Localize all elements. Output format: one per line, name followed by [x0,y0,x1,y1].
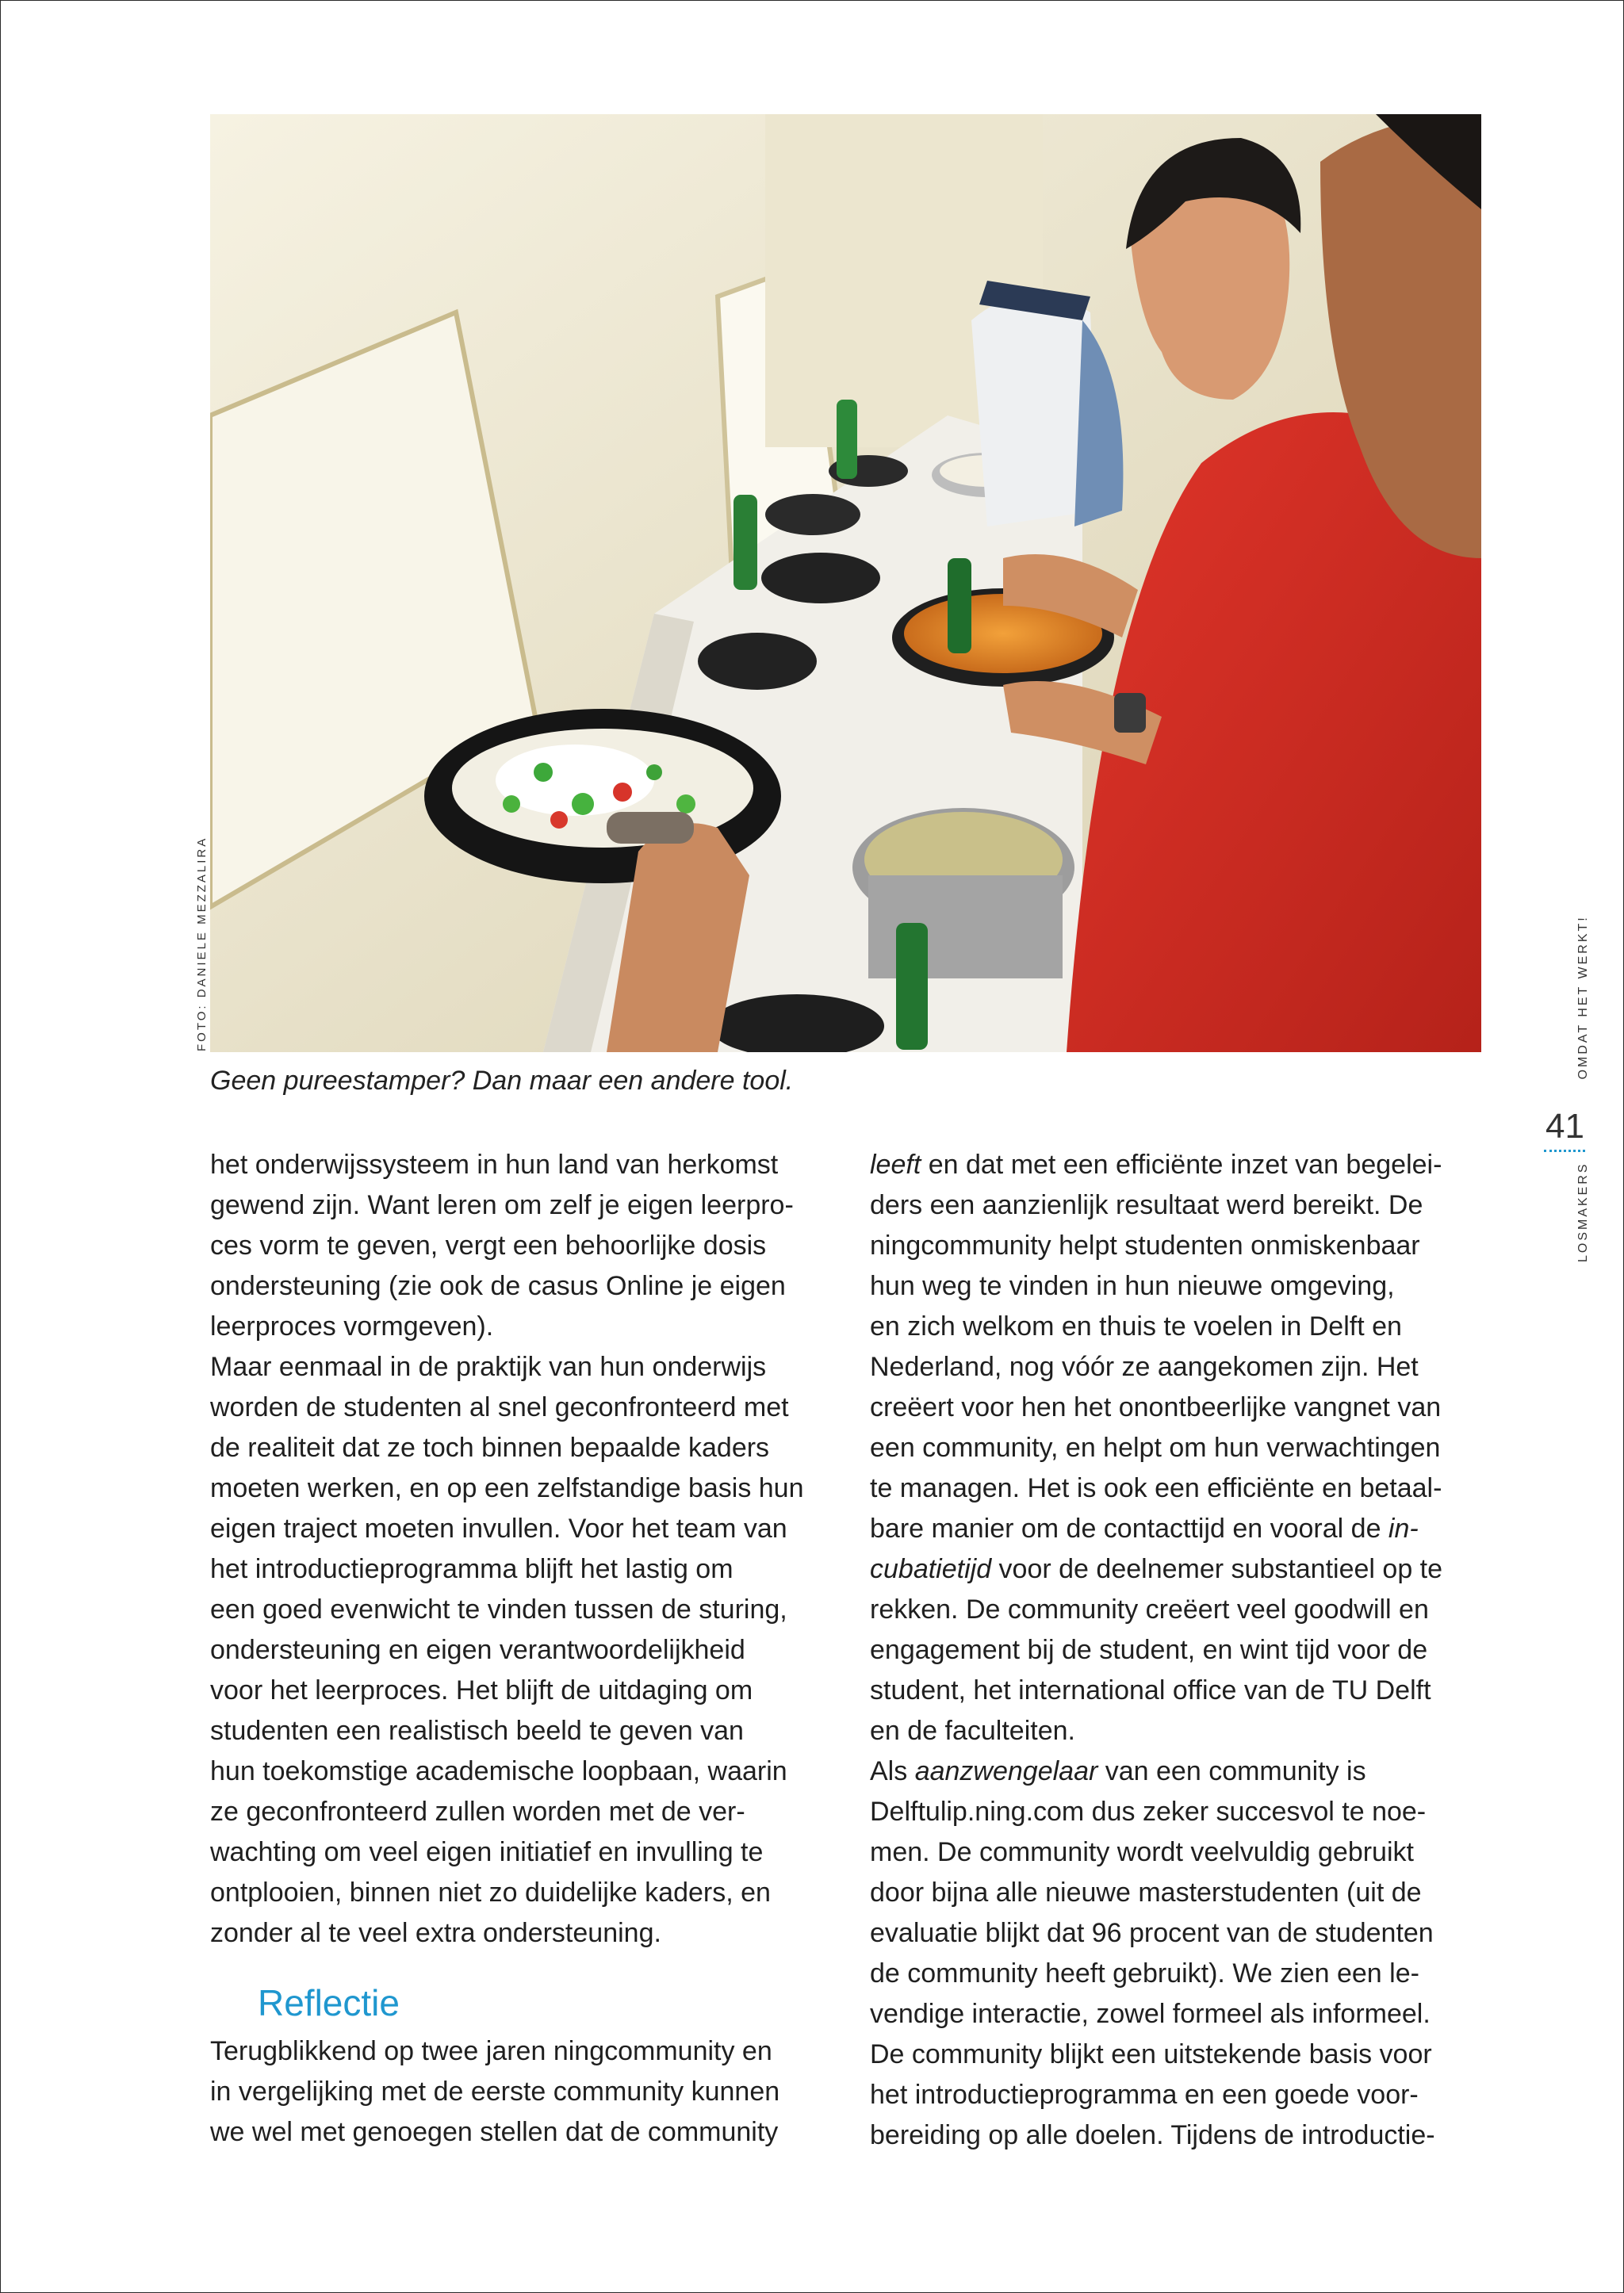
text-line: De community blijkt een uitstekende basis voor [870,2039,1432,2069]
text-line: het onderwijssysteem in hun land van herkomst [210,1150,779,1180]
text-line: het introductieprogramma en een goede voor- [870,2080,1419,2110]
section-heading-reflectie: Reflectie [258,1982,400,2023]
emphasis: leeft [870,1150,921,1180]
text-line: leerproces vormgeven). [210,1311,494,1342]
text-line: ontplooien, binnen niet zo duidelijke kaders, en [210,1878,771,1908]
emphasis: aanzwengelaar [914,1756,1098,1786]
text-line: men. De community wordt veelvuldig gebruikt [870,1837,1414,1867]
text-line: een goed evenwicht te vinden tussen de sturing, [210,1594,787,1625]
text-line: engagement bij de student, en wint tijd voor de [870,1635,1428,1665]
text-line: een community, en helpt om hun verwachtingen [870,1433,1441,1463]
text-line: gewend zijn. Want leren om zelf je eigen leerpro- [210,1190,794,1220]
text-line: door bijna alle nieuwe masterstudenten (uit de [870,1878,1422,1908]
text-line: zonder al te veel extra ondersteuning. [210,1918,661,1948]
text-line: Maar eenmaal in de praktijk van hun onderwijs [210,1352,767,1382]
text-line: ondersteuning (zie ook de casus Online je eigen [210,1271,786,1301]
text-line: ces vorm te geven, vergt een behoorlijke dosis [210,1231,767,1261]
text-line: Terugblikkend op twee jaren ningcommunity en [210,2036,772,2066]
text-line: ningcommunity helpt studenten onmiskenbaar [870,1231,1420,1261]
page-number: 41 [1545,1107,1584,1146]
text-line: vendige interactie, zowel formeel als informeel. [870,1999,1431,2029]
text-line: eigen traject moeten invullen. Voor het team van [210,1514,787,1544]
text-line [870,1549,1496,1590]
text-line: creëert voor hen het onontbeerlijke vangnet van [870,1392,1442,1422]
text-line: hun toekomstige academische loopbaan, waarin [210,1756,787,1786]
running-head-section: LOSMAKERS [1576,1162,1590,1262]
text-span: bare manier om de contacttijd en vooral de [870,1514,1388,1544]
text-span: Als [870,1756,915,1786]
text-line [870,1509,1496,1549]
text-line: de community heeft gebruikt). We zien een le- [870,1958,1419,1989]
right-column [870,1145,1496,2156]
running-head [1576,915,1591,1262]
text-line: in vergelijking met de eerste community kunnen [210,2077,780,2107]
text-line: ondersteuning en eigen verantwoordelijkheid [210,1635,745,1665]
left-column [210,1145,845,2153]
emphasis: cubatietijd [870,1554,992,1584]
text-line: ze geconfronteerd zullen worden met de ver- [210,1797,745,1827]
text-line: en zich welkom en thuis te voelen in Delft en [870,1311,1402,1342]
running-head-chapter: OMDAT HET WERKT! [1576,915,1590,1080]
photo [210,114,1481,1052]
text-line: ders een aanzienlijk resultaat werd bereikt. De [870,1190,1423,1220]
photo-caption: Geen pureestamper? Dan maar een andere tool. [210,1066,794,1096]
text-line [870,1751,1496,1792]
text-line: Nederland, nog vóór ze aangekomen zijn. Het [870,1352,1419,1382]
text-line [870,1145,1496,1185]
photo-credit: FOTO: DANIELE MEZZALIRA [195,836,209,1051]
text-line: worden de studenten al snel geconfronteerd met [210,1392,789,1422]
text-span: voor de deelnemer substantieel op te [991,1554,1443,1584]
photo-illustration [210,114,1481,1052]
text-line: en de faculteiten. [870,1716,1075,1746]
text-line: te managen. Het is ook een efficiënte en betaal- [870,1473,1442,1503]
text-line: wachting om veel eigen initiatief en invulling te [210,1837,764,1867]
text-line: Delftulip.ning.com dus zeker succesvol te noe- [870,1797,1427,1827]
text-line: we wel met genoegen stellen dat de community [210,2117,779,2147]
text-line: rekken. De community creëert veel goodwill en [870,1594,1429,1625]
text-line: het introductieprogramma blijft het lastig om [210,1554,733,1584]
text-span: van een community is [1097,1756,1366,1786]
text-line: voor het leerproces. Het blijft de uitdaging om [210,1675,753,1705]
text-line: evaluatie blijkt dat 96 procent van de studenten [870,1918,1434,1948]
text-span: en dat met een efficiënte inzet van begelei- [921,1150,1442,1180]
text-line: student, het international office van de TU Delft [870,1675,1431,1705]
text-line: bereiding op alle doelen. Tijdens de introductie- [870,2120,1435,2150]
text-line: moeten werken, en op een zelfstandige basis hun [210,1473,804,1503]
text-line: hun weg te vinden in hun nieuwe omgeving, [870,1271,1395,1301]
text-line: studenten een realistisch beeld te geven van [210,1716,744,1746]
emphasis: in- [1388,1514,1419,1544]
text-line: de realiteit dat ze toch binnen bepaalde kaders [210,1433,770,1463]
